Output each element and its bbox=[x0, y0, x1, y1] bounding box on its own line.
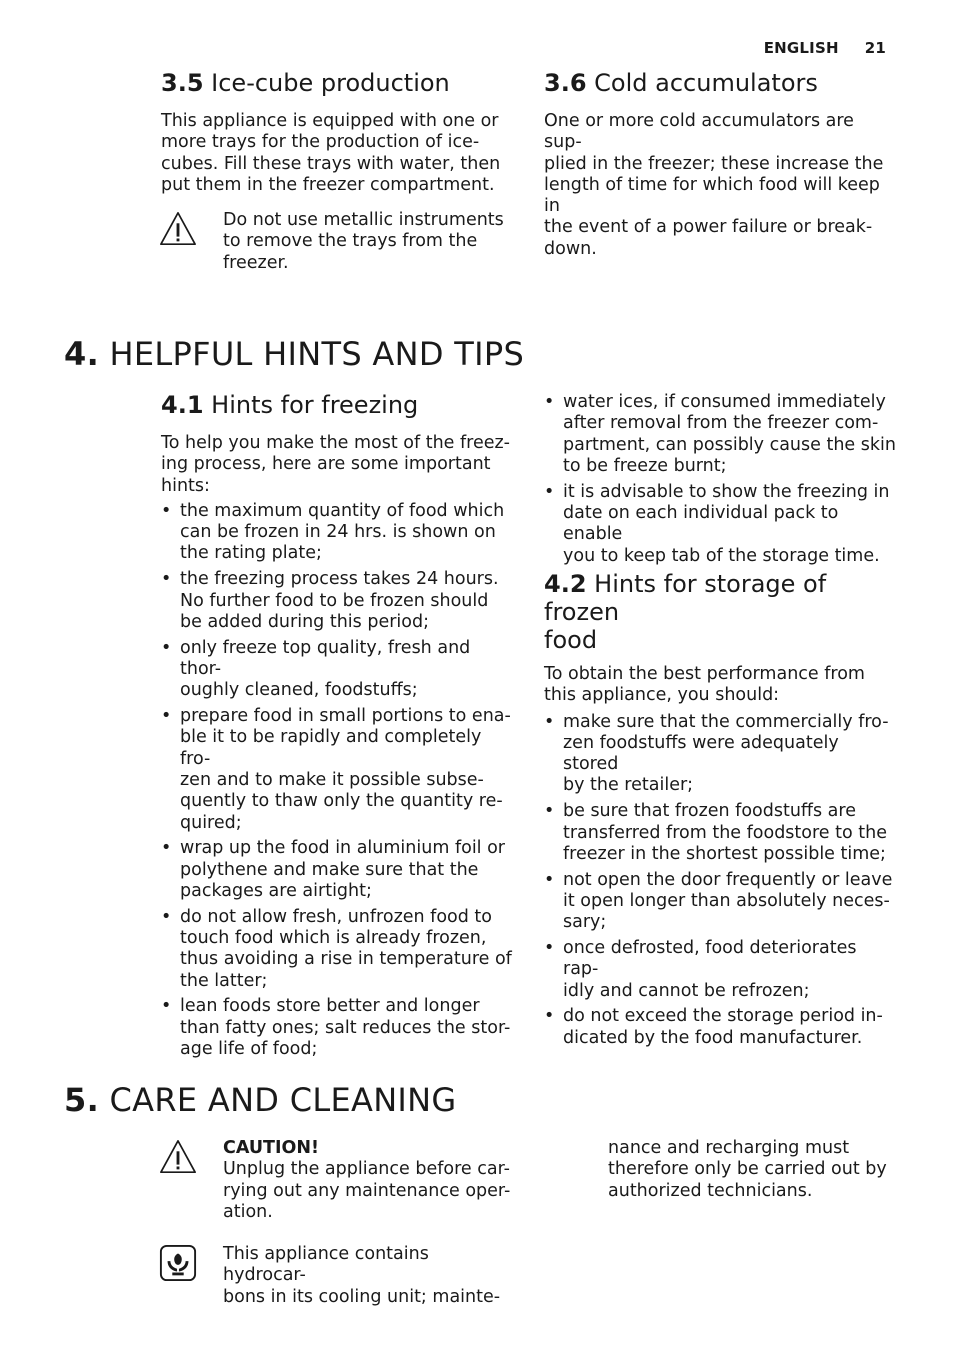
section-4-2-intro: To obtain the best performance from this appliance, you should: bbox=[544, 664, 865, 706]
list-item: • not open the door frequently or leave it open longer than absolutely neces- sary; bbox=[544, 870, 896, 934]
list-item: • do not exceed the storage period in- dicated by the food manufacturer. bbox=[544, 1006, 896, 1049]
list-item: • be sure that frozen foodstuffs are transferred from the foodstore to the freezer in the shortest possible time; bbox=[544, 801, 896, 865]
chapter-number: 5. bbox=[64, 1081, 100, 1119]
warning-text: Do not use metallic instruments to remove the trays from the freezer. bbox=[223, 210, 504, 273]
list-item: • the maximum quantity of food which can be frozen in 24 hrs. is shown on the rating plate; bbox=[161, 501, 513, 565]
warning-note-trays bbox=[159, 210, 513, 276]
list-item: • make sure that the commercially fro- zen foodstuffs were adequately stored by the retailer; bbox=[544, 712, 896, 797]
section-4-2 bbox=[544, 570, 896, 1054]
page-number: 21 bbox=[864, 39, 886, 57]
language-label: ENGLISH bbox=[763, 39, 839, 57]
care-cleaning-text: nance and recharging must therefore only be carried out by authorized technicians. bbox=[608, 1138, 887, 1201]
chapter-5-heading bbox=[64, 1080, 457, 1120]
environment-text: This appliance contains hydrocar- bons in its cooling unit; mainte- bbox=[223, 1244, 501, 1307]
freezing-hints-list-continued bbox=[544, 392, 896, 567]
environment-note bbox=[159, 1244, 513, 1307]
list-item: • water ices, if consumed immediately after removal from the freezer com- partment, can possibly cause the skin to be freeze burnt; bbox=[544, 392, 896, 477]
section-number: 3.5 bbox=[161, 69, 204, 97]
list-item: • lean foods store better and longer than fatty ones; salt reduces the stor- age life of food; bbox=[161, 996, 513, 1060]
section-number: 4.2 bbox=[544, 570, 587, 598]
section-number: 3.6 bbox=[544, 69, 587, 97]
care-cleaning-continued bbox=[608, 1138, 908, 1202]
list-item: • once defrosted, food deteriorates rap- idly and cannot be refrozen; bbox=[544, 938, 896, 1002]
caution-note-unplug bbox=[159, 1138, 513, 1226]
chapter-4-heading bbox=[64, 334, 524, 374]
list-item: • the freezing process takes 24 hours. No further food to be frozen should be added during this period; bbox=[161, 569, 513, 633]
storage-hints-list bbox=[544, 712, 896, 1049]
section-4-2-heading bbox=[544, 570, 896, 654]
caution-text: CAUTION! Unplug the appliance before car- rying out any maintenance oper- ation. bbox=[223, 1138, 511, 1222]
list-item: • it is advisable to show the freezing in date on each individual pack to enable you to keep tab of the storage time. bbox=[544, 482, 896, 567]
chapter-title: HELPFUL HINTS AND TIPS bbox=[109, 335, 525, 373]
section-title: Hints for storage of frozen bbox=[544, 570, 827, 626]
section-3-5-heading bbox=[161, 69, 513, 97]
list-item: • wrap up the food in aluminium foil or polythene and make sure that the packages are airtight; bbox=[161, 838, 513, 902]
chapter-title: CARE AND CLEANING bbox=[109, 1081, 457, 1119]
freezing-hints-list bbox=[161, 501, 513, 1060]
warning-icon bbox=[159, 210, 197, 248]
section-title: Ice-cube production bbox=[211, 69, 450, 97]
environment-recycle-icon bbox=[159, 1244, 197, 1282]
section-number: 4.1 bbox=[161, 391, 204, 419]
section-3-5 bbox=[161, 69, 513, 196]
warning-icon bbox=[159, 1138, 197, 1176]
section-3-6-heading bbox=[544, 69, 896, 97]
section-4-1 bbox=[161, 391, 513, 1065]
section-title: Hints for freezing bbox=[211, 391, 419, 419]
section-3-5-body: This appliance is equipped with one or more trays for the production of ice- cubes. Fill these trays with water, then put them in the freezer compartment. bbox=[161, 111, 501, 195]
section-title: Cold accumulators bbox=[594, 69, 818, 97]
section-4-1-continued bbox=[544, 392, 896, 571]
section-4-1-intro: To help you make the most of the freez- ing process, here are some important hints: bbox=[161, 433, 511, 496]
list-item: • do not allow fresh, unfrozen food to touch food which is already frozen, thus avoiding a rise in temperature of the latter; bbox=[161, 907, 513, 992]
section-3-6-body: One or more cold accumulators are sup- plied in the freezer; these increase the length of time for which food will keep in the event of a power failure or break- down. bbox=[544, 111, 884, 259]
section-4-1-heading bbox=[161, 391, 513, 419]
list-item: • prepare food in small portions to ena- ble it to be rapidly and completely fro- zen and to make it possible subse- quently to thaw only the quantity re- quired; bbox=[161, 706, 513, 834]
list-item: • only freeze top quality, fresh and thor- oughly cleaned, foodstuffs; bbox=[161, 638, 513, 702]
chapter-number: 4. bbox=[64, 335, 100, 373]
caution-label: CAUTION! bbox=[223, 1138, 320, 1158]
section-3-6 bbox=[544, 69, 896, 260]
section-title-cont: food bbox=[544, 626, 598, 654]
page-header bbox=[764, 39, 886, 57]
